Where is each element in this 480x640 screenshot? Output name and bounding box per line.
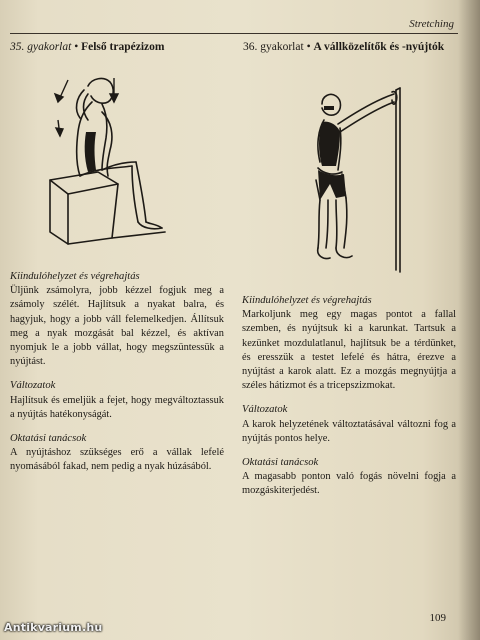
exercise-35-number: 35. gyakorlat [10, 41, 72, 53]
wall-arm-stretch-illustration [300, 80, 420, 280]
page-number: 109 [429, 612, 446, 624]
exercise-36-number: 36. gyakorlat [243, 41, 304, 53]
exercise-36-text [242, 294, 456, 499]
section-text: Üljünk zsámolyra, jobb kézzel fogjuk meg a zsámoly szélét. Hajlítsuk a nyakat balra, és hagyjuk, hogy a jobb váll felemelkedjen. Állítsuk meg a nyak mozgását bal kézzel, és aktívan nyomjuk le a jobb vállat, hogy megszüntessük a nyújtást. [10, 285, 224, 368]
section-heading: Kiindulóhelyzet és végrehajtás [10, 271, 140, 282]
seated-neck-stretch-illustration [40, 72, 200, 250]
title-bullet: • [306, 41, 311, 53]
exercise-36-name: A vállközelítők és -nyújtók [313, 41, 445, 53]
exercise-35-title [10, 41, 164, 53]
watermark: Antikvarium.hu [4, 621, 103, 634]
section-heading: Oktatási tanácsok [10, 433, 87, 445]
section-heading: Változatok [242, 404, 288, 416]
section-text: A karok helyzetének változtatásával változni fog a nyújtás pontos helye. [242, 418, 456, 444]
exercise-35-text [10, 270, 224, 475]
section-heading: Kiindulóhelyzet és végrehajtás [242, 295, 372, 306]
section-text: A magasabb ponton való fogás növelni fogja a mozgáskiterjedést. [242, 471, 456, 497]
section-heading: Oktatási tanácsok [242, 457, 319, 469]
page-edge-shadow [458, 0, 480, 640]
section-heading: Változatok [10, 380, 56, 392]
header-rule [10, 33, 458, 34]
title-bullet: • [74, 41, 79, 53]
section-text: Hajlítsuk és emeljük a fejet, hogy megváltoztassuk a nyújtás hatékonyságát. [10, 394, 224, 420]
exercise-35-name: Felső trapézizom [81, 41, 165, 53]
exercise-36-title [243, 41, 444, 53]
section-text: A nyújtáshoz szükséges erő a vállak lefelé nyomásából fakad, nem pedig a nyak húzásából. [10, 447, 224, 473]
running-head: Stretching [409, 18, 454, 30]
section-text: Markoljunk meg egy magas pontot a fallal szemben, és nyújtsuk ki a karunkat. Tartsuk a kezünket mozdulatlanul, hajlítsuk be a térdünket, és eresszük a testet lefelé és hátra, érezve a nyújtást a karok alatt. Ez a mozgás megnyújtja a széles hátizmot és a tricepszizmokat. [242, 309, 456, 392]
